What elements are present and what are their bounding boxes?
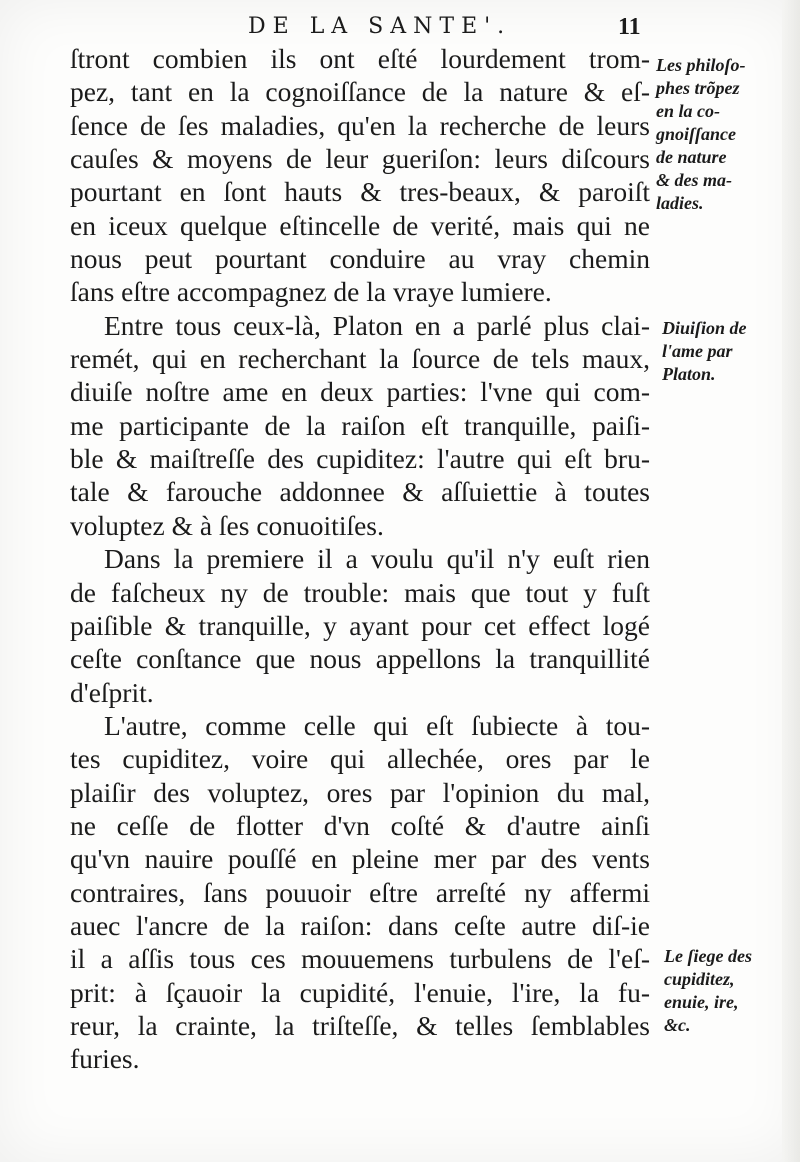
paragraph-1	[70, 42, 650, 309]
text-line: furies.	[70, 1043, 140, 1075]
running-title: DE LA SANTE'.	[248, 14, 512, 39]
text-line: tale & farouche addonnee & aſſuiettie à toutes	[70, 476, 650, 508]
page-number: 11	[618, 14, 641, 40]
paragraph-2	[70, 309, 650, 542]
text-line: ſtront combien ils ont eſté lourdement trom-	[70, 43, 650, 74]
text-line: pourtant en ſont hauts & tres-beaux, & paroiſt	[70, 176, 650, 208]
text-line: Entre tous ceux-là, Platon en a parlé plus clai-	[104, 309, 650, 341]
marginal-note-line: Platon.	[662, 364, 716, 384]
text-line: ne ceſſe de flotter d'vn coſté & d'autre ainſi	[70, 809, 650, 841]
paragraph-3	[70, 542, 650, 709]
marginal-note-line: Diuiſion de	[662, 318, 747, 338]
text-line: cauſes & moyens de leur gueriſon: leurs diſcours	[70, 143, 650, 175]
text-line: contraires, ſans pouuoir eſtre arreſté ny affermi	[70, 876, 650, 908]
text-line: pez, tant en la cognoiſſance de la nature & eſ-	[70, 76, 650, 108]
text-line: nous peut pourtant conduire au vray chemin	[70, 243, 650, 275]
marginal-note-line: en la co-	[656, 101, 720, 121]
text-line: ſence de ſes maladies, qu'en la recherche de leurs	[70, 109, 650, 141]
text-line: paiſible & tranquille, y ayant pour cet effect logé	[70, 609, 650, 641]
text-line: auec l'ancre de la raiſon: dans ceſte autre diſ-ie	[70, 909, 650, 941]
marginal-note-line: ladies.	[656, 193, 704, 213]
marginal-note-line: Les philoſo-	[656, 55, 746, 75]
text-line: ceſte conſtance que nous appellons la tranquillité	[70, 643, 650, 675]
text-line: il a aſſis tous ces mouuemens turbulens de l'eſ-	[70, 943, 650, 975]
marginal-note-line: Le ſiege des	[664, 946, 752, 966]
page-edge	[782, 0, 800, 1162]
marginal-note-line: de nature	[656, 147, 727, 167]
text-line: voluptez & à ſes conuoitiſes.	[70, 509, 384, 541]
marginal-note-philosophers	[656, 54, 746, 215]
text-line: remét, qui en recherchant la ſource de tels maux,	[70, 343, 650, 375]
text-line: L'autre, comme celle qui eſt ſubiecte à tou-	[104, 709, 650, 741]
text-line: diuiſe noſtre ame en deux parties: l'vne qui com-	[70, 376, 650, 408]
text-line: reur, la crainte, la triſteſſe, & telles ſemblables	[70, 1009, 650, 1041]
text-line: me participante de la raiſon eſt tranquille, paiſi-	[70, 409, 650, 441]
marginal-note-division-of-soul	[662, 317, 747, 386]
paragraph-4	[70, 709, 650, 1076]
text-line: ble & maiſtreſſe des cupiditez: l'autre qui eſt bru-	[70, 443, 650, 475]
text-line: prit: à ſçauoir la cupidité, l'enuie, l'ire, la fu-	[70, 976, 650, 1008]
text-line: de faſcheux ny de trouble: mais que tout y fuſt	[70, 576, 650, 608]
text-line: en iceux quelque eſtincelle de verité, mais qui ne	[70, 209, 650, 241]
text-line: plaiſir des voluptez, ores par l'opinion du mal,	[70, 776, 650, 808]
marginal-note-line: gnoiſſance	[656, 124, 736, 144]
marginal-note-seat-of-passions	[664, 945, 752, 1037]
text-line: Dans la premiere il a voulu qu'il n'y euſt rien	[104, 543, 650, 575]
text-line: qu'vn nauire pouſſé en pleine mer par des vents	[70, 843, 650, 875]
marginal-note-line: phes trõpez	[656, 78, 740, 98]
marginal-note-line: & des ma-	[656, 170, 732, 190]
main-text-block	[70, 42, 650, 1076]
marginal-note-line: enuie, ire,	[664, 992, 739, 1012]
text-line: tes cupiditez, voire qui allechée, ores par le	[70, 743, 650, 775]
marginal-note-line: &c.	[664, 1015, 691, 1035]
marginal-note-line: l'ame par	[662, 341, 733, 361]
text-line: ſans eſtre accompagnez de la vraye lumiere.	[70, 276, 552, 308]
text-line: d'eſprit.	[70, 676, 154, 708]
marginal-note-line: cupiditez,	[664, 969, 735, 989]
